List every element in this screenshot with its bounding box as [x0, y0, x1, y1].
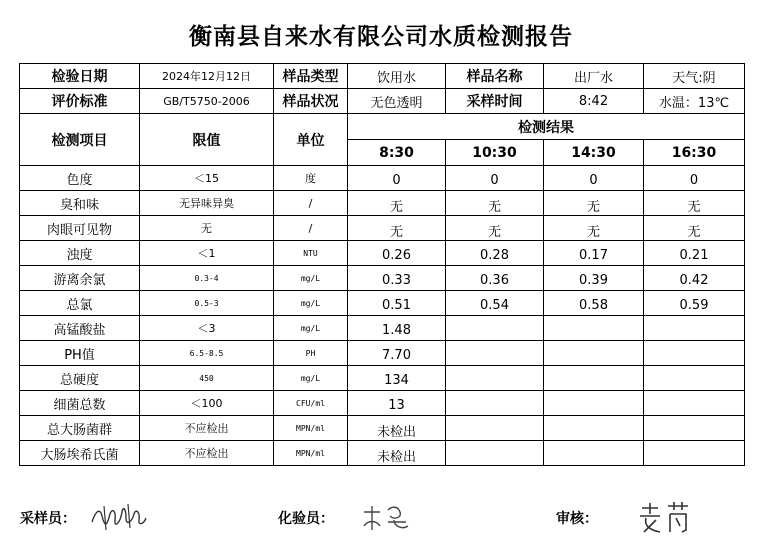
row-unit: MPN/ml: [274, 441, 348, 466]
row-value: 0.42: [644, 266, 745, 291]
row-value: 无: [446, 191, 544, 216]
row-unit: mg/L: [274, 316, 348, 341]
row-value: 无: [544, 216, 644, 241]
row-value: [644, 391, 745, 416]
standard-value: GB/T5750-2006: [140, 89, 274, 114]
row-value: 0.51: [348, 291, 446, 316]
row-limit: ＜3: [140, 316, 274, 341]
row-item: 总大肠菌群: [20, 416, 140, 441]
row-value: [446, 391, 544, 416]
header-time-4: 16:30: [644, 140, 745, 166]
row-item: 总氯: [20, 291, 140, 316]
row-limit: 不应检出: [140, 416, 274, 441]
row-value: [644, 341, 745, 366]
row-item: 高锰酸盐: [20, 316, 140, 341]
row-item: 色度: [20, 166, 140, 191]
row-value: 0.36: [446, 266, 544, 291]
row-unit: mg/L: [274, 291, 348, 316]
row-limit: 0.3-4: [140, 266, 274, 291]
row-value: 0: [446, 166, 544, 191]
table-row: [20, 241, 745, 266]
row-value: 无: [348, 191, 446, 216]
row-item: 臭和味: [20, 191, 140, 216]
water-temp-value: 水温：13℃: [644, 89, 745, 114]
sampler-signature-icon: [88, 500, 150, 536]
reviewer-label: 审核：: [556, 511, 598, 527]
row-limit: ＜1: [140, 241, 274, 266]
tester-signature-icon: [358, 500, 414, 536]
reviewer-signature-icon: [636, 500, 694, 536]
info-row-1: [20, 64, 745, 89]
row-item: 浊度: [20, 241, 140, 266]
date-label: 检验日期: [20, 64, 140, 89]
row-value: [446, 441, 544, 466]
row-value: [446, 366, 544, 391]
row-value: [446, 341, 544, 366]
row-unit: MPN/ml: [274, 416, 348, 441]
table-row: [20, 266, 745, 291]
tester-label: 化验员：: [278, 511, 334, 527]
table-row: [20, 391, 745, 416]
table-row: [20, 191, 745, 216]
row-limit: 无: [140, 216, 274, 241]
header-results: 检测结果: [348, 114, 745, 140]
row-value: 0.59: [644, 291, 745, 316]
row-value: [544, 341, 644, 366]
row-value: 无: [348, 216, 446, 241]
row-value: 0.21: [644, 241, 745, 266]
row-limit: ＜15: [140, 166, 274, 191]
signature-footer: [0, 500, 762, 536]
date-value: 2024年12月12日: [140, 64, 274, 89]
row-value: 0.26: [348, 241, 446, 266]
row-item: 游离余氯: [20, 266, 140, 291]
row-value: [644, 366, 745, 391]
row-value: [544, 316, 644, 341]
row-limit: 无异味异臭: [140, 191, 274, 216]
row-value: [544, 391, 644, 416]
row-value: 无: [644, 216, 745, 241]
row-value: 未检出: [348, 416, 446, 441]
row-unit: CFU/ml: [274, 391, 348, 416]
row-unit: PH: [274, 341, 348, 366]
row-unit: /: [274, 216, 348, 241]
row-value: 未检出: [348, 441, 446, 466]
row-value: 0.58: [544, 291, 644, 316]
row-limit: 0.5-3: [140, 291, 274, 316]
report-table: [19, 63, 745, 466]
standard-label: 评价标准: [20, 89, 140, 114]
row-unit: /: [274, 191, 348, 216]
row-value: [544, 416, 644, 441]
sample-type-value: 饮用水: [348, 64, 446, 89]
row-limit: 450: [140, 366, 274, 391]
row-value: 0: [348, 166, 446, 191]
row-item: 细菌总数: [20, 391, 140, 416]
row-value: 0.39: [544, 266, 644, 291]
row-value: 无: [544, 191, 644, 216]
row-value: [446, 416, 544, 441]
table-row: [20, 416, 745, 441]
row-value: 0.33: [348, 266, 446, 291]
row-value: 134: [348, 366, 446, 391]
row-item: PH值: [20, 341, 140, 366]
info-row-2: [20, 89, 745, 114]
table-row: [20, 216, 745, 241]
row-value: 0.54: [446, 291, 544, 316]
row-value: 无: [644, 191, 745, 216]
header-time-1: 8:30: [348, 140, 446, 166]
header-row-1: [20, 114, 745, 140]
sampling-time-value: 8:42: [544, 89, 644, 114]
row-value: [544, 366, 644, 391]
row-limit: 6.5-8.5: [140, 341, 274, 366]
sample-condition-label: 样品状况: [274, 89, 348, 114]
sampler-label: 采样员：: [20, 511, 76, 527]
header-unit: 单位: [274, 114, 348, 166]
row-value: [446, 316, 544, 341]
table-row: [20, 366, 745, 391]
row-item: 大肠埃希氏菌: [20, 441, 140, 466]
row-item: 肉眼可见物: [20, 216, 140, 241]
row-value: [644, 416, 745, 441]
row-item: 总硬度: [20, 366, 140, 391]
row-limit: 不应检出: [140, 441, 274, 466]
row-value: 0: [544, 166, 644, 191]
row-limit: ＜100: [140, 391, 274, 416]
sample-name-value: 出厂水: [544, 64, 644, 89]
row-value: 0.28: [446, 241, 544, 266]
header-item: 检测项目: [20, 114, 140, 166]
row-value: 0: [644, 166, 745, 191]
row-unit: mg/L: [274, 266, 348, 291]
row-value: 无: [446, 216, 544, 241]
row-value: [644, 316, 745, 341]
row-unit: mg/L: [274, 366, 348, 391]
table-row: [20, 291, 745, 316]
row-value: [644, 441, 745, 466]
row-unit: 度: [274, 166, 348, 191]
sampling-time-label: 采样时间: [446, 89, 544, 114]
sample-type-label: 样品类型: [274, 64, 348, 89]
row-unit: NTU: [274, 241, 348, 266]
table-row: [20, 166, 745, 191]
row-value: 7.70: [348, 341, 446, 366]
report-title: 衡南县自来水有限公司水质检测报告: [189, 24, 573, 50]
weather-value: 天气:阴: [644, 64, 745, 89]
header-limit: 限值: [140, 114, 274, 166]
header-time-2: 10:30: [446, 140, 544, 166]
table-row: [20, 441, 745, 466]
header-time-3: 14:30: [544, 140, 644, 166]
table-row: [20, 341, 745, 366]
table-row: [20, 316, 745, 341]
sample-condition-value: 无色透明: [348, 89, 446, 114]
sample-name-label: 样品名称: [446, 64, 544, 89]
row-value: 0.17: [544, 241, 644, 266]
row-value: 1.48: [348, 316, 446, 341]
row-value: [544, 441, 644, 466]
row-value: 13: [348, 391, 446, 416]
